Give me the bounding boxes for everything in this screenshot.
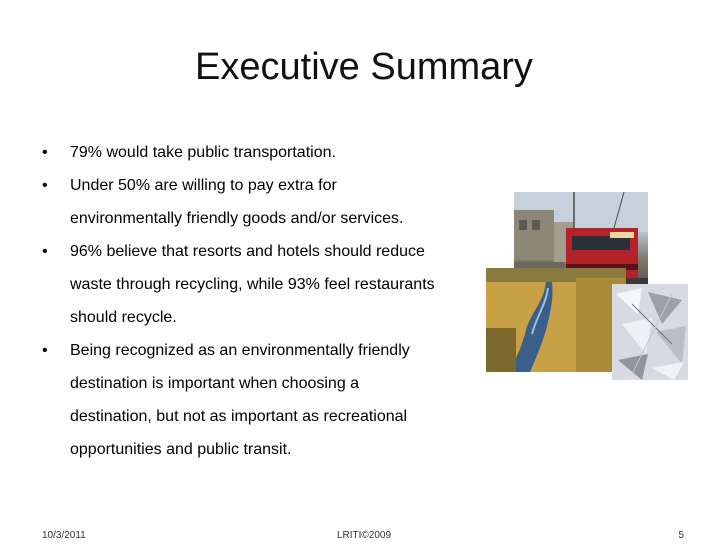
bullet-line: 79% would take public transportation. <box>70 144 336 161</box>
marsh-photo <box>486 268 626 372</box>
bullet-line: environmentally friendly goods and/or services. <box>70 210 404 227</box>
shredded-paper-photo <box>612 284 688 380</box>
footer-date: 10/3/2011 <box>42 530 86 541</box>
bullet-marker: • <box>42 177 48 194</box>
bullet-line: opportunities and public transit. <box>70 441 292 458</box>
bullet-line: waste through recycling, while 93% feel restaurants <box>70 276 435 293</box>
bullet-line: should recycle. <box>70 309 177 326</box>
image-collage <box>486 192 690 380</box>
footer-copyright: LRITI©2009 <box>336 530 392 541</box>
bullet-line: destination, but not as important as recreational <box>70 408 408 425</box>
paper-illustration <box>612 284 688 380</box>
bullet-list <box>40 136 460 466</box>
slide-title: Executive Summary <box>195 46 533 88</box>
bullet-line: destination is important when choosing a <box>70 375 360 392</box>
bullet-line: Being recognized as an environmentally friendly <box>70 342 410 359</box>
bullet-item <box>40 169 460 235</box>
page-number: 5 <box>678 530 684 541</box>
bullet-item <box>40 334 460 466</box>
bullet-line: Under 50% are willing to pay extra for <box>70 177 337 194</box>
marsh-illustration <box>486 268 626 372</box>
bullet-marker: • <box>42 243 48 260</box>
bullet-line: 96% believe that resorts and hotels should reduce <box>70 243 425 260</box>
bullet-marker: • <box>42 144 48 161</box>
bullet-item <box>40 136 460 169</box>
bullet-marker: • <box>42 342 48 359</box>
bullet-item <box>40 235 460 334</box>
